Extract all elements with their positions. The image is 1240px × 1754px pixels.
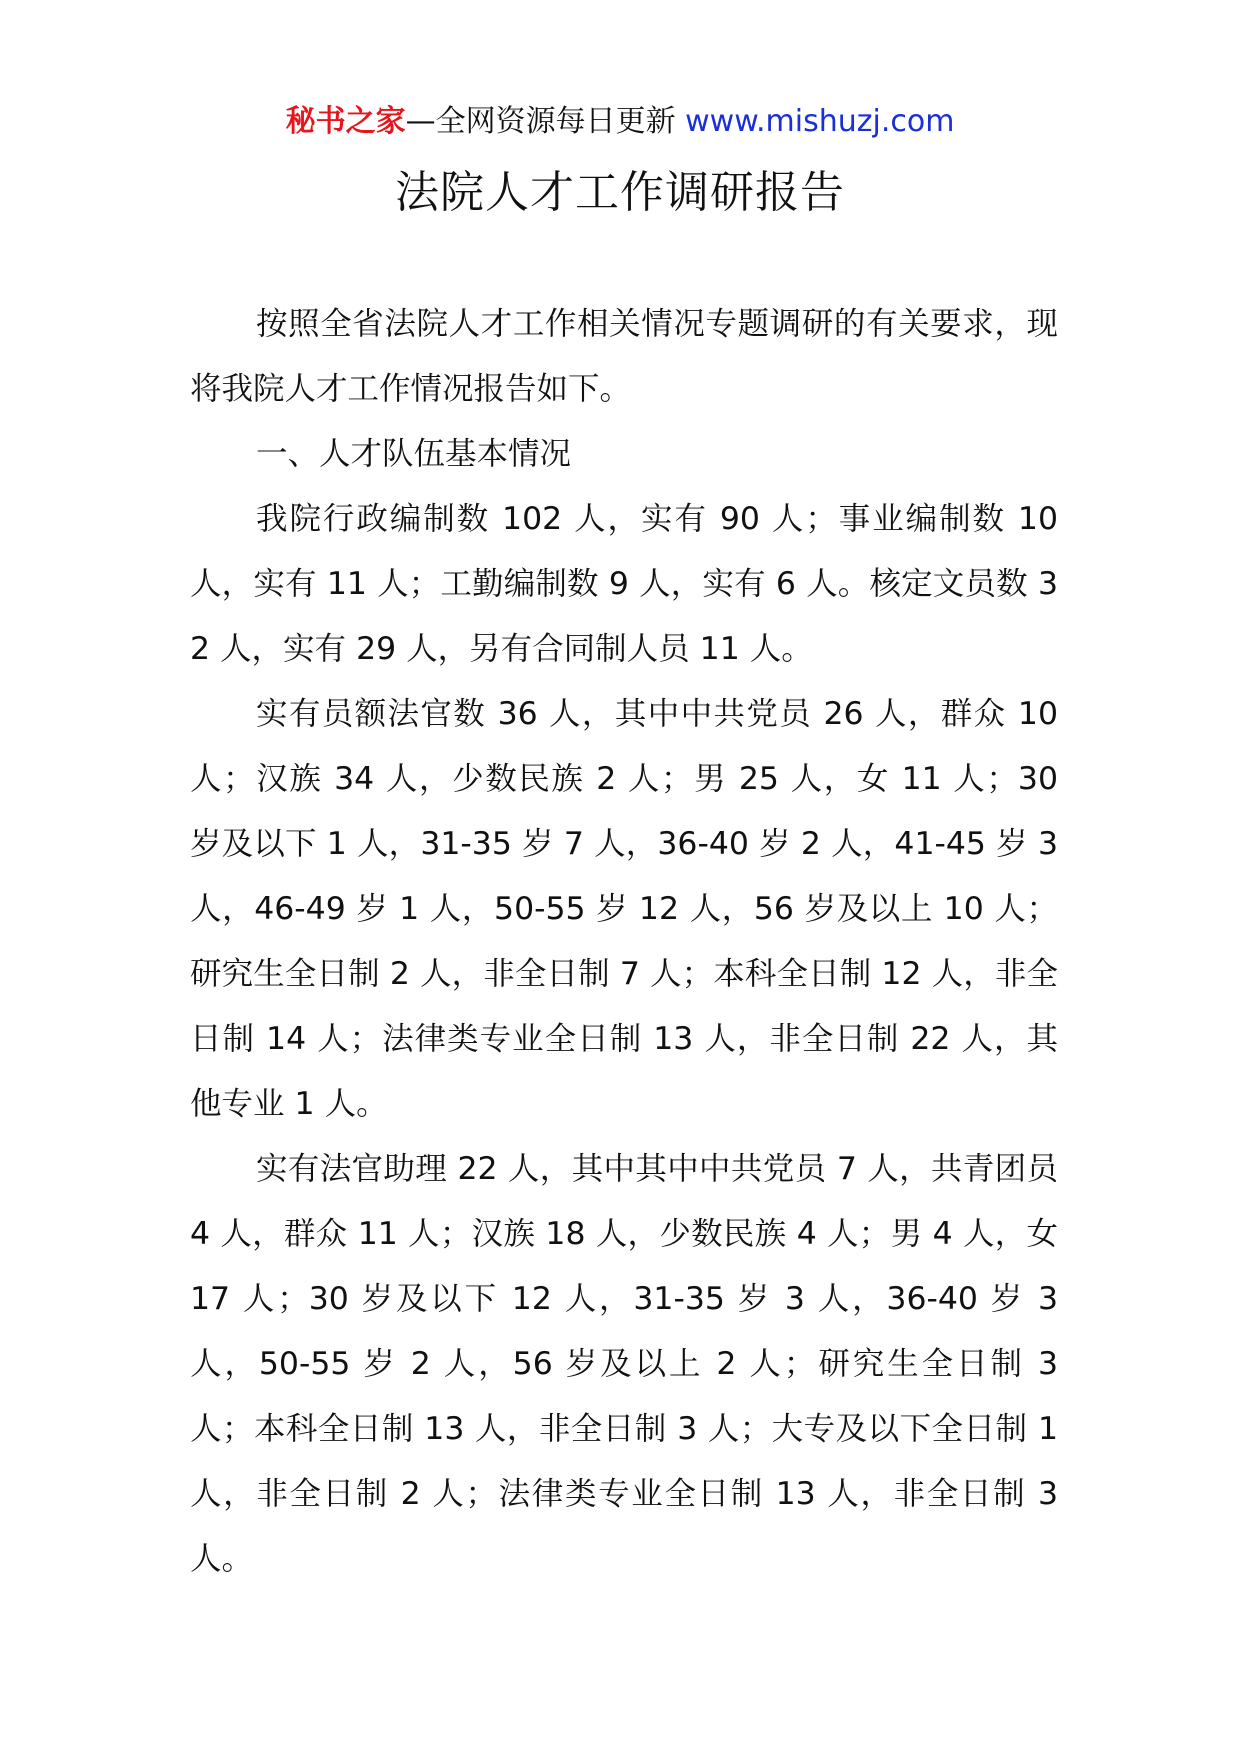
document-body <box>190 292 1058 1592</box>
header-slogan: —全网资源每日更新 <box>405 104 676 139</box>
staffing-paragraph: 我院行政编制数 102 人，实有 90 人；事业编制数 10 人，实有 11 人；工勤编制数 9 人，实有 6 人。核定文员数 32 人，实有 29 人，另有合同制人员 11 人。 <box>190 501 1058 667</box>
site-header <box>0 100 1240 144</box>
section-heading: 一、人才队伍基本情况 <box>256 436 572 472</box>
site-url-link[interactable]: www.mishuzj.com <box>685 104 955 139</box>
assistants-paragraph: 实有法官助理 22 人，其中其中中共党员 7 人，共青团员 4 人，群众 11 人；汉族 18 人，少数民族 4 人；男 4 人，女 17 人；30 岁及以下 12 人，31-35 岁 3 人，36-40 岁 3 人，50-55 岁 2 人，56 岁及以上 2 人；研究生全日制 3 人；本科全日制 13 人，非全日制 3 人；大专及以下全日制 1 人，非全日制 2 人；法律类专业全日制 13 人，非全日制 3 人。 <box>190 1151 1058 1577</box>
brand-name: 秘书之家 <box>285 104 406 139</box>
judges-paragraph: 实有员额法官数 36 人，其中中共党员 26 人，群众 10 人；汉族 34 人，少数民族 2 人；男 25 人，女 11 人；30 岁及以下 1 人，31-35 岁 7 人，36-40 岁 2 人，41-45 岁 3 人，46-49 岁 1 人，50-55 岁 12 人，56 岁及以上 10 人；研究生全日制 2 人，非全日制 7 人；本科全日制 12 人，非全日制 14 人；法律类专业全日制 13 人，非全日制 22 人，其他专业 1 人。 <box>190 696 1058 1122</box>
document-title: 法院人才工作调研报告 <box>395 167 845 218</box>
intro-paragraph: 按照全省法院人才工作相关情况专题调研的有关要求，现将我院人才工作情况报告如下。 <box>190 306 1058 407</box>
